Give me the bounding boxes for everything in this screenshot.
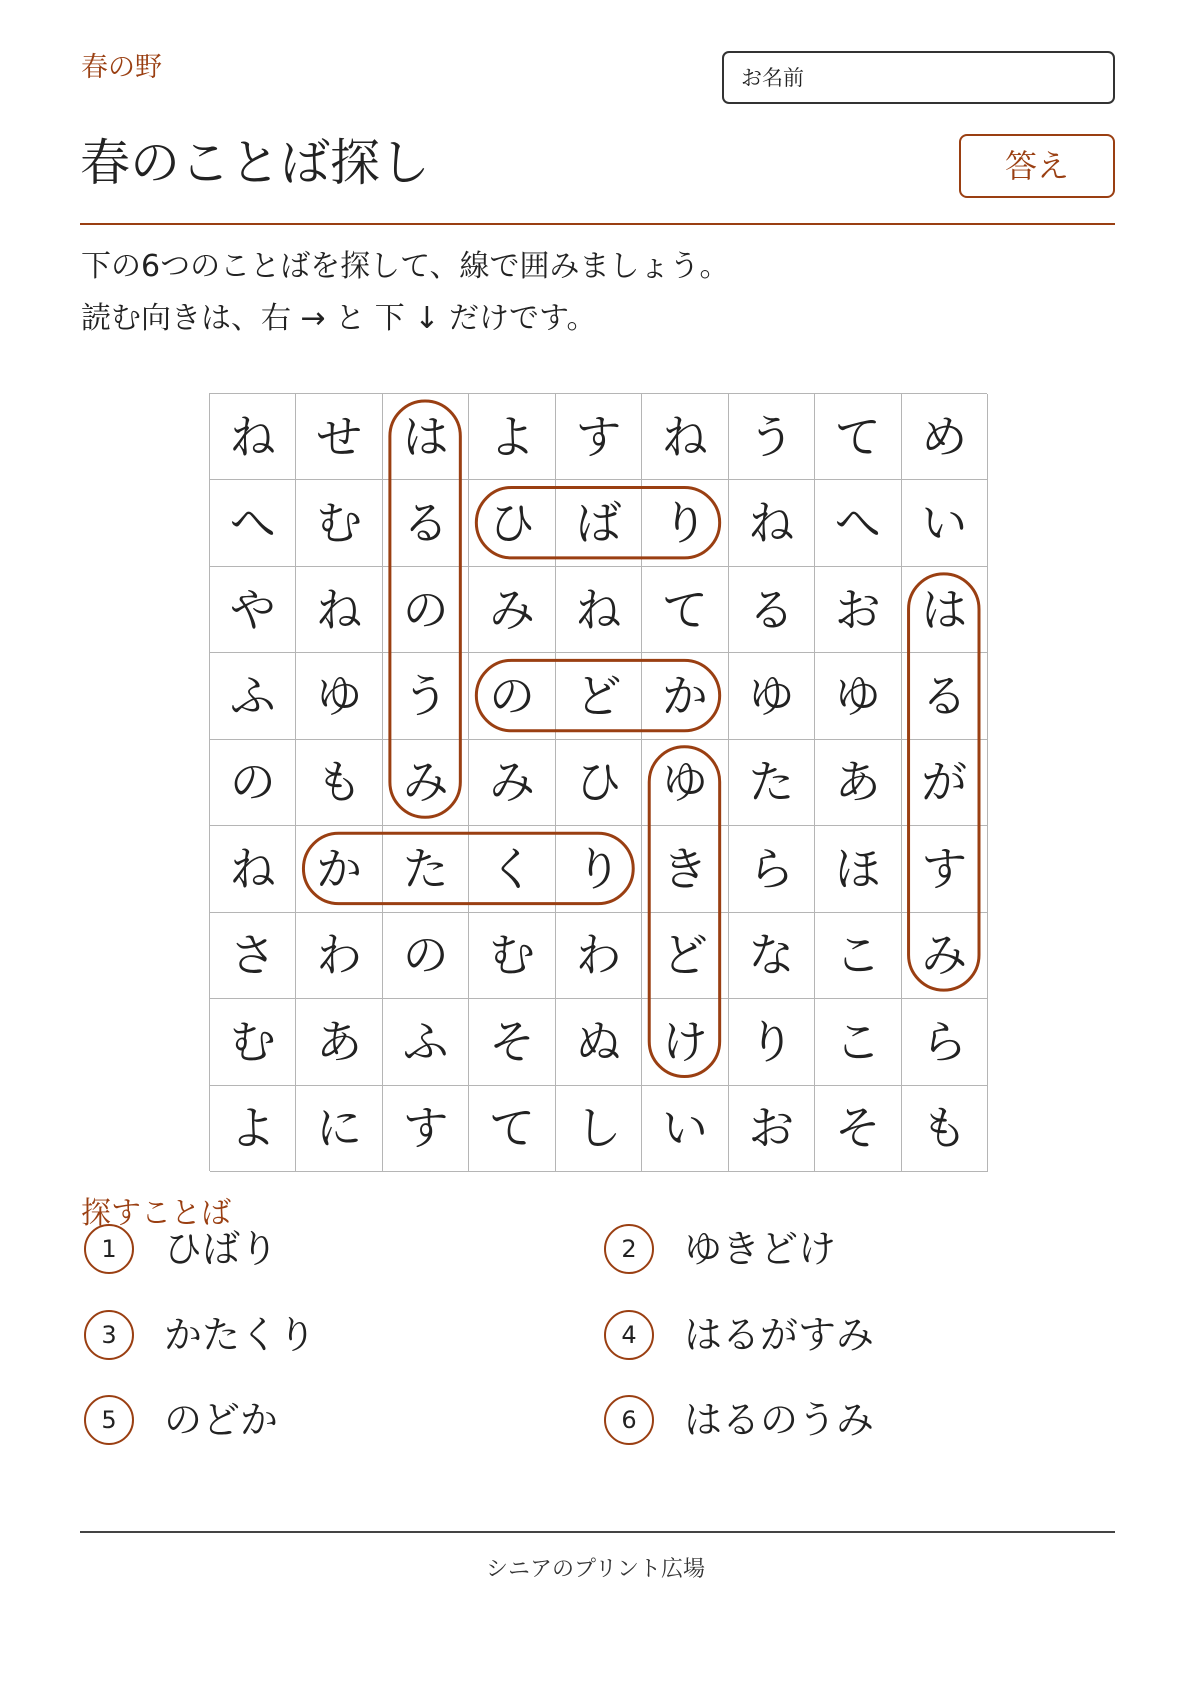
word-number-badge: 1 xyxy=(84,1224,134,1274)
word-text: はるのうみ xyxy=(684,1398,875,1442)
grid-cell: た xyxy=(729,740,815,826)
grid-cell: い xyxy=(642,1086,728,1172)
grid-cell: す xyxy=(383,1086,469,1172)
word-list-item xyxy=(604,1219,836,1279)
grid-cell: お xyxy=(815,567,901,653)
grid-cell: し xyxy=(556,1086,642,1172)
category-label: 春の野 xyxy=(81,52,162,83)
grid-cell: ね xyxy=(556,567,642,653)
grid-cell: よ xyxy=(469,394,555,480)
grid-cell: る xyxy=(383,480,469,566)
word-number-badge: 2 xyxy=(604,1224,654,1274)
grid-cell: ひ xyxy=(556,740,642,826)
grid-cell: ね xyxy=(210,394,296,480)
grid-cell: の xyxy=(383,567,469,653)
word-number-badge: 6 xyxy=(604,1395,654,1445)
grid-cell: み xyxy=(469,567,555,653)
grid-cell: ど xyxy=(556,653,642,739)
grid-cell: ゆ xyxy=(729,653,815,739)
grid-cell: ね xyxy=(296,567,382,653)
grid-cell: す xyxy=(556,394,642,480)
grid-cell: ほ xyxy=(815,826,901,912)
word-text: のどか xyxy=(164,1398,279,1442)
grid-cell: り xyxy=(642,480,728,566)
grid-cell: よ xyxy=(210,1086,296,1172)
word-number-badge: 3 xyxy=(84,1310,134,1360)
grid-cell: う xyxy=(383,653,469,739)
grid-cell: へ xyxy=(210,480,296,566)
instruction-line-2: 読む向きは、右 → と 下 ↓ だけです。 xyxy=(81,301,597,336)
grid-cell: ひ xyxy=(469,480,555,566)
grid-cell: か xyxy=(642,653,728,739)
grid-cell: き xyxy=(642,826,728,912)
grid-cell: ゆ xyxy=(296,653,382,739)
word-list-item xyxy=(84,1305,316,1365)
footer-divider xyxy=(80,1531,1115,1533)
grid-cell: む xyxy=(296,480,382,566)
grid-cell: の xyxy=(469,653,555,739)
grid-cell: こ xyxy=(815,999,901,1085)
grid-cell: む xyxy=(469,913,555,999)
answer-button[interactable]: 答え xyxy=(959,134,1115,198)
name-field[interactable] xyxy=(722,51,1115,104)
grid-cell: ぬ xyxy=(556,999,642,1085)
word-list-item xyxy=(604,1305,874,1365)
grid-cell: が xyxy=(902,740,988,826)
grid-cell: の xyxy=(210,740,296,826)
grid-cell: も xyxy=(296,740,382,826)
grid-cell: ら xyxy=(729,826,815,912)
word-text: ゆきどけ xyxy=(684,1227,837,1271)
grid-cell: な xyxy=(729,913,815,999)
grid-cell: ど xyxy=(642,913,728,999)
grid-cell: り xyxy=(729,999,815,1085)
word-text: ひばり xyxy=(164,1227,279,1271)
grid-cell: ば xyxy=(556,480,642,566)
word-number-badge: 5 xyxy=(84,1395,134,1445)
grid-cell: の xyxy=(383,913,469,999)
word-text: かたくり xyxy=(164,1313,317,1357)
grid-cell: わ xyxy=(556,913,642,999)
grid-cell: は xyxy=(383,394,469,480)
grid-cell: お xyxy=(729,1086,815,1172)
page-title: 春のことば探し xyxy=(80,134,430,192)
grid-cell: へ xyxy=(815,480,901,566)
grid-cell: ね xyxy=(210,826,296,912)
grid-cell: た xyxy=(383,826,469,912)
grid-cell: そ xyxy=(469,999,555,1085)
grid-cell: か xyxy=(296,826,382,912)
grid-cell: ゆ xyxy=(642,740,728,826)
grid-cell: せ xyxy=(296,394,382,480)
grid-cell: に xyxy=(296,1086,382,1172)
grid-cell: る xyxy=(729,567,815,653)
grid-cell: あ xyxy=(815,740,901,826)
word-number-badge: 4 xyxy=(604,1310,654,1360)
grid-cell: て xyxy=(642,567,728,653)
grid-cell: は xyxy=(902,567,988,653)
grid-cell: む xyxy=(210,999,296,1085)
grid-cell: ね xyxy=(642,394,728,480)
grid-cell: て xyxy=(815,394,901,480)
word-list-item xyxy=(84,1390,278,1450)
grid-cell: ね xyxy=(729,480,815,566)
grid-cell: る xyxy=(902,653,988,739)
grid-cell: う xyxy=(729,394,815,480)
grid-cell: こ xyxy=(815,913,901,999)
word-list-title: 探すことば xyxy=(81,1196,231,1231)
word-text: はるがすみ xyxy=(684,1313,875,1357)
grid-cell: み xyxy=(902,913,988,999)
grid-cell: も xyxy=(902,1086,988,1172)
grid-cell: り xyxy=(556,826,642,912)
grid-cell: さ xyxy=(210,913,296,999)
grid-cell: や xyxy=(210,567,296,653)
grid-cell: あ xyxy=(296,999,382,1085)
grid-cell: い xyxy=(902,480,988,566)
grid-cell: ふ xyxy=(210,653,296,739)
grid-cell: そ xyxy=(815,1086,901,1172)
grid-cell: て xyxy=(469,1086,555,1172)
grid-cell: み xyxy=(469,740,555,826)
grid-cell: ゆ xyxy=(815,653,901,739)
word-search-grid xyxy=(209,393,987,1171)
grid-cell: み xyxy=(383,740,469,826)
grid-cell: め xyxy=(902,394,988,480)
grid-cell: く xyxy=(469,826,555,912)
grid-cell: ら xyxy=(902,999,988,1085)
grid-cell: ふ xyxy=(383,999,469,1085)
word-list-item xyxy=(604,1390,874,1450)
name-field-label: お名前 xyxy=(741,66,804,90)
word-list-item xyxy=(84,1219,278,1279)
grid-cell: わ xyxy=(296,913,382,999)
grid-cell: す xyxy=(902,826,988,912)
header-divider xyxy=(80,223,1115,225)
instruction-line-1: 下の6つのことばを探して、線で囲みましょう。 xyxy=(81,249,730,284)
footer-text: シニアのプリント広場 xyxy=(485,1557,706,1582)
grid-cell: け xyxy=(642,999,728,1085)
